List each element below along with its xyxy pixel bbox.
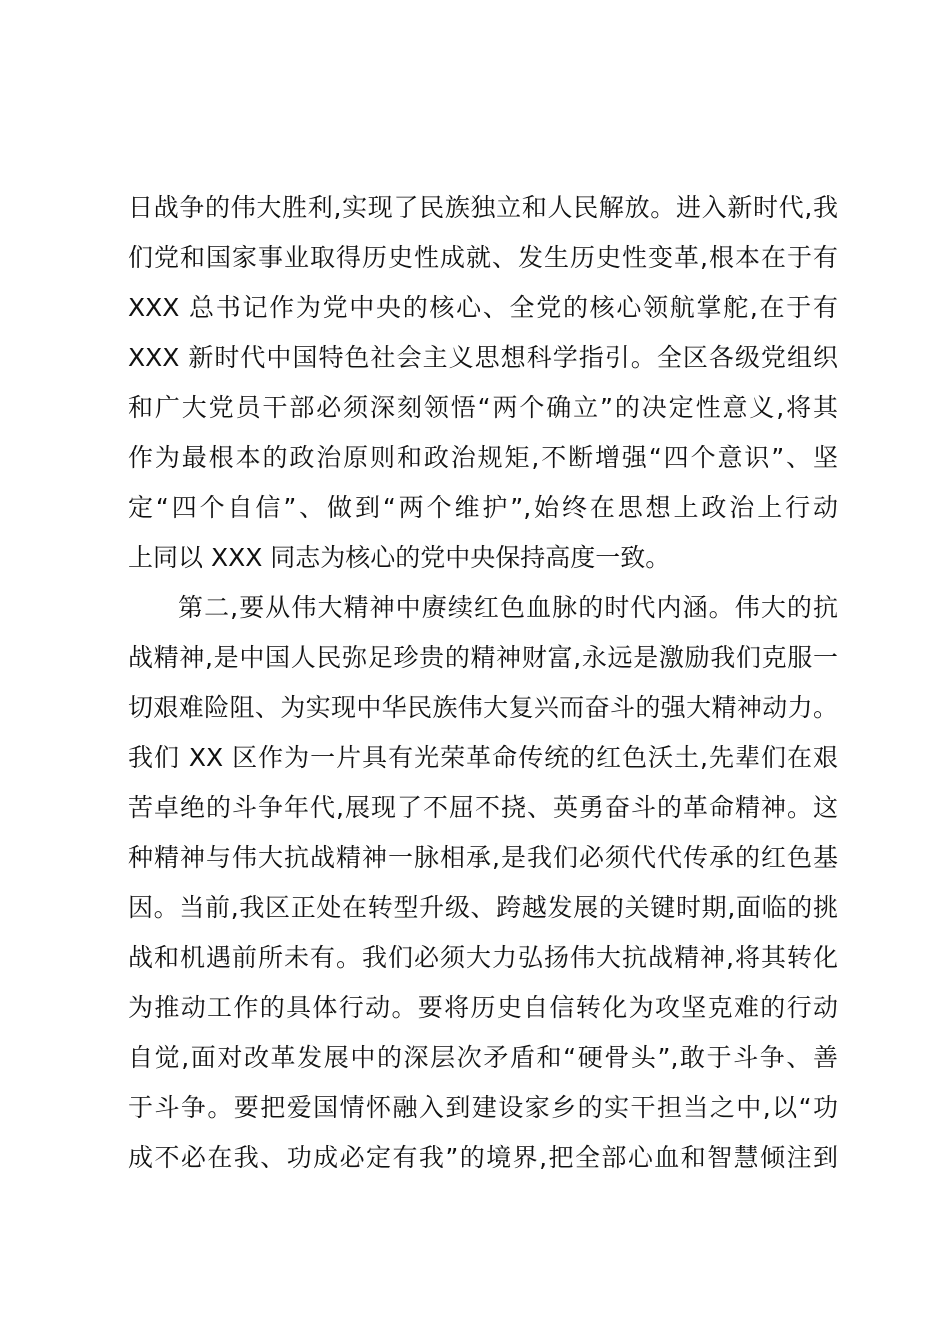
paragraph-start-line: 第二,要从伟大精神中赓续红色血脉的时代内涵。伟大的抗 (178, 593, 838, 622)
text-line: 切艰难险阻、为实现中华民族伟大复兴而奋斗的强大精神动力。 (128, 693, 838, 722)
text-line: 战精神,是中国人民弥足珍贵的精神财富,永远是激励我们克服一 (128, 643, 838, 672)
text-line: 苦卓绝的斗争年代,展现了不屈不挠、英勇奋斗的革命精神。这 (128, 793, 838, 822)
text-line: 战和机遇前所未有。我们必须大力弘扬伟大抗战精神,将其转化 (128, 943, 838, 972)
text-line: 定“四个自信”、做到“两个维护”,始终在思想上政治上行动 (128, 493, 838, 522)
text-line: 作为最根本的政治原则和政治规矩,不断增强“四个意识”、坚 (128, 443, 838, 472)
text-line: 们党和国家事业取得历史性成就、发生历史性变革,根本在于有 (128, 243, 838, 272)
text-line: 我们 XX 区作为一片具有光荣革命传统的红色沃土,先辈们在艰 (128, 743, 838, 772)
text-line: 日战争的伟大胜利,实现了民族独立和人民解放。进入新时代,我 (128, 193, 838, 222)
text-line: 上同以 XXX 同志为核心的党中央保持高度一致。 (128, 543, 671, 572)
text-line: 自觉,面对改革发展中的深层次矛盾和“硬骨头”,敢于斗争、善 (128, 1043, 838, 1072)
text-line: 为推动工作的具体行动。要将历史自信转化为攻坚克难的行动 (128, 993, 838, 1022)
text-line: XXX 新时代中国特色社会主义思想科学指引。全区各级党组织 (128, 343, 838, 372)
text-line: 种精神与伟大抗战精神一脉相承,是我们必须代代传承的红色基 (128, 843, 838, 872)
text-line: 因。当前,我区正处在转型升级、跨越发展的关键时期,面临的挑 (128, 893, 838, 922)
text-line: 于斗争。要把爱国情怀融入到建设家乡的实干担当之中,以“功 (128, 1093, 838, 1122)
document-body (128, 183, 838, 1183)
text-line: 和广大党员干部必须深刻领悟“两个确立”的决定性意义,将其 (128, 393, 838, 422)
text-line: 成不必在我、功成必定有我”的境界,把全部心血和智慧倾注到 (128, 1143, 838, 1172)
text-line: XXX 总书记作为党中央的核心、全党的核心领航掌舵,在于有 (128, 293, 838, 322)
